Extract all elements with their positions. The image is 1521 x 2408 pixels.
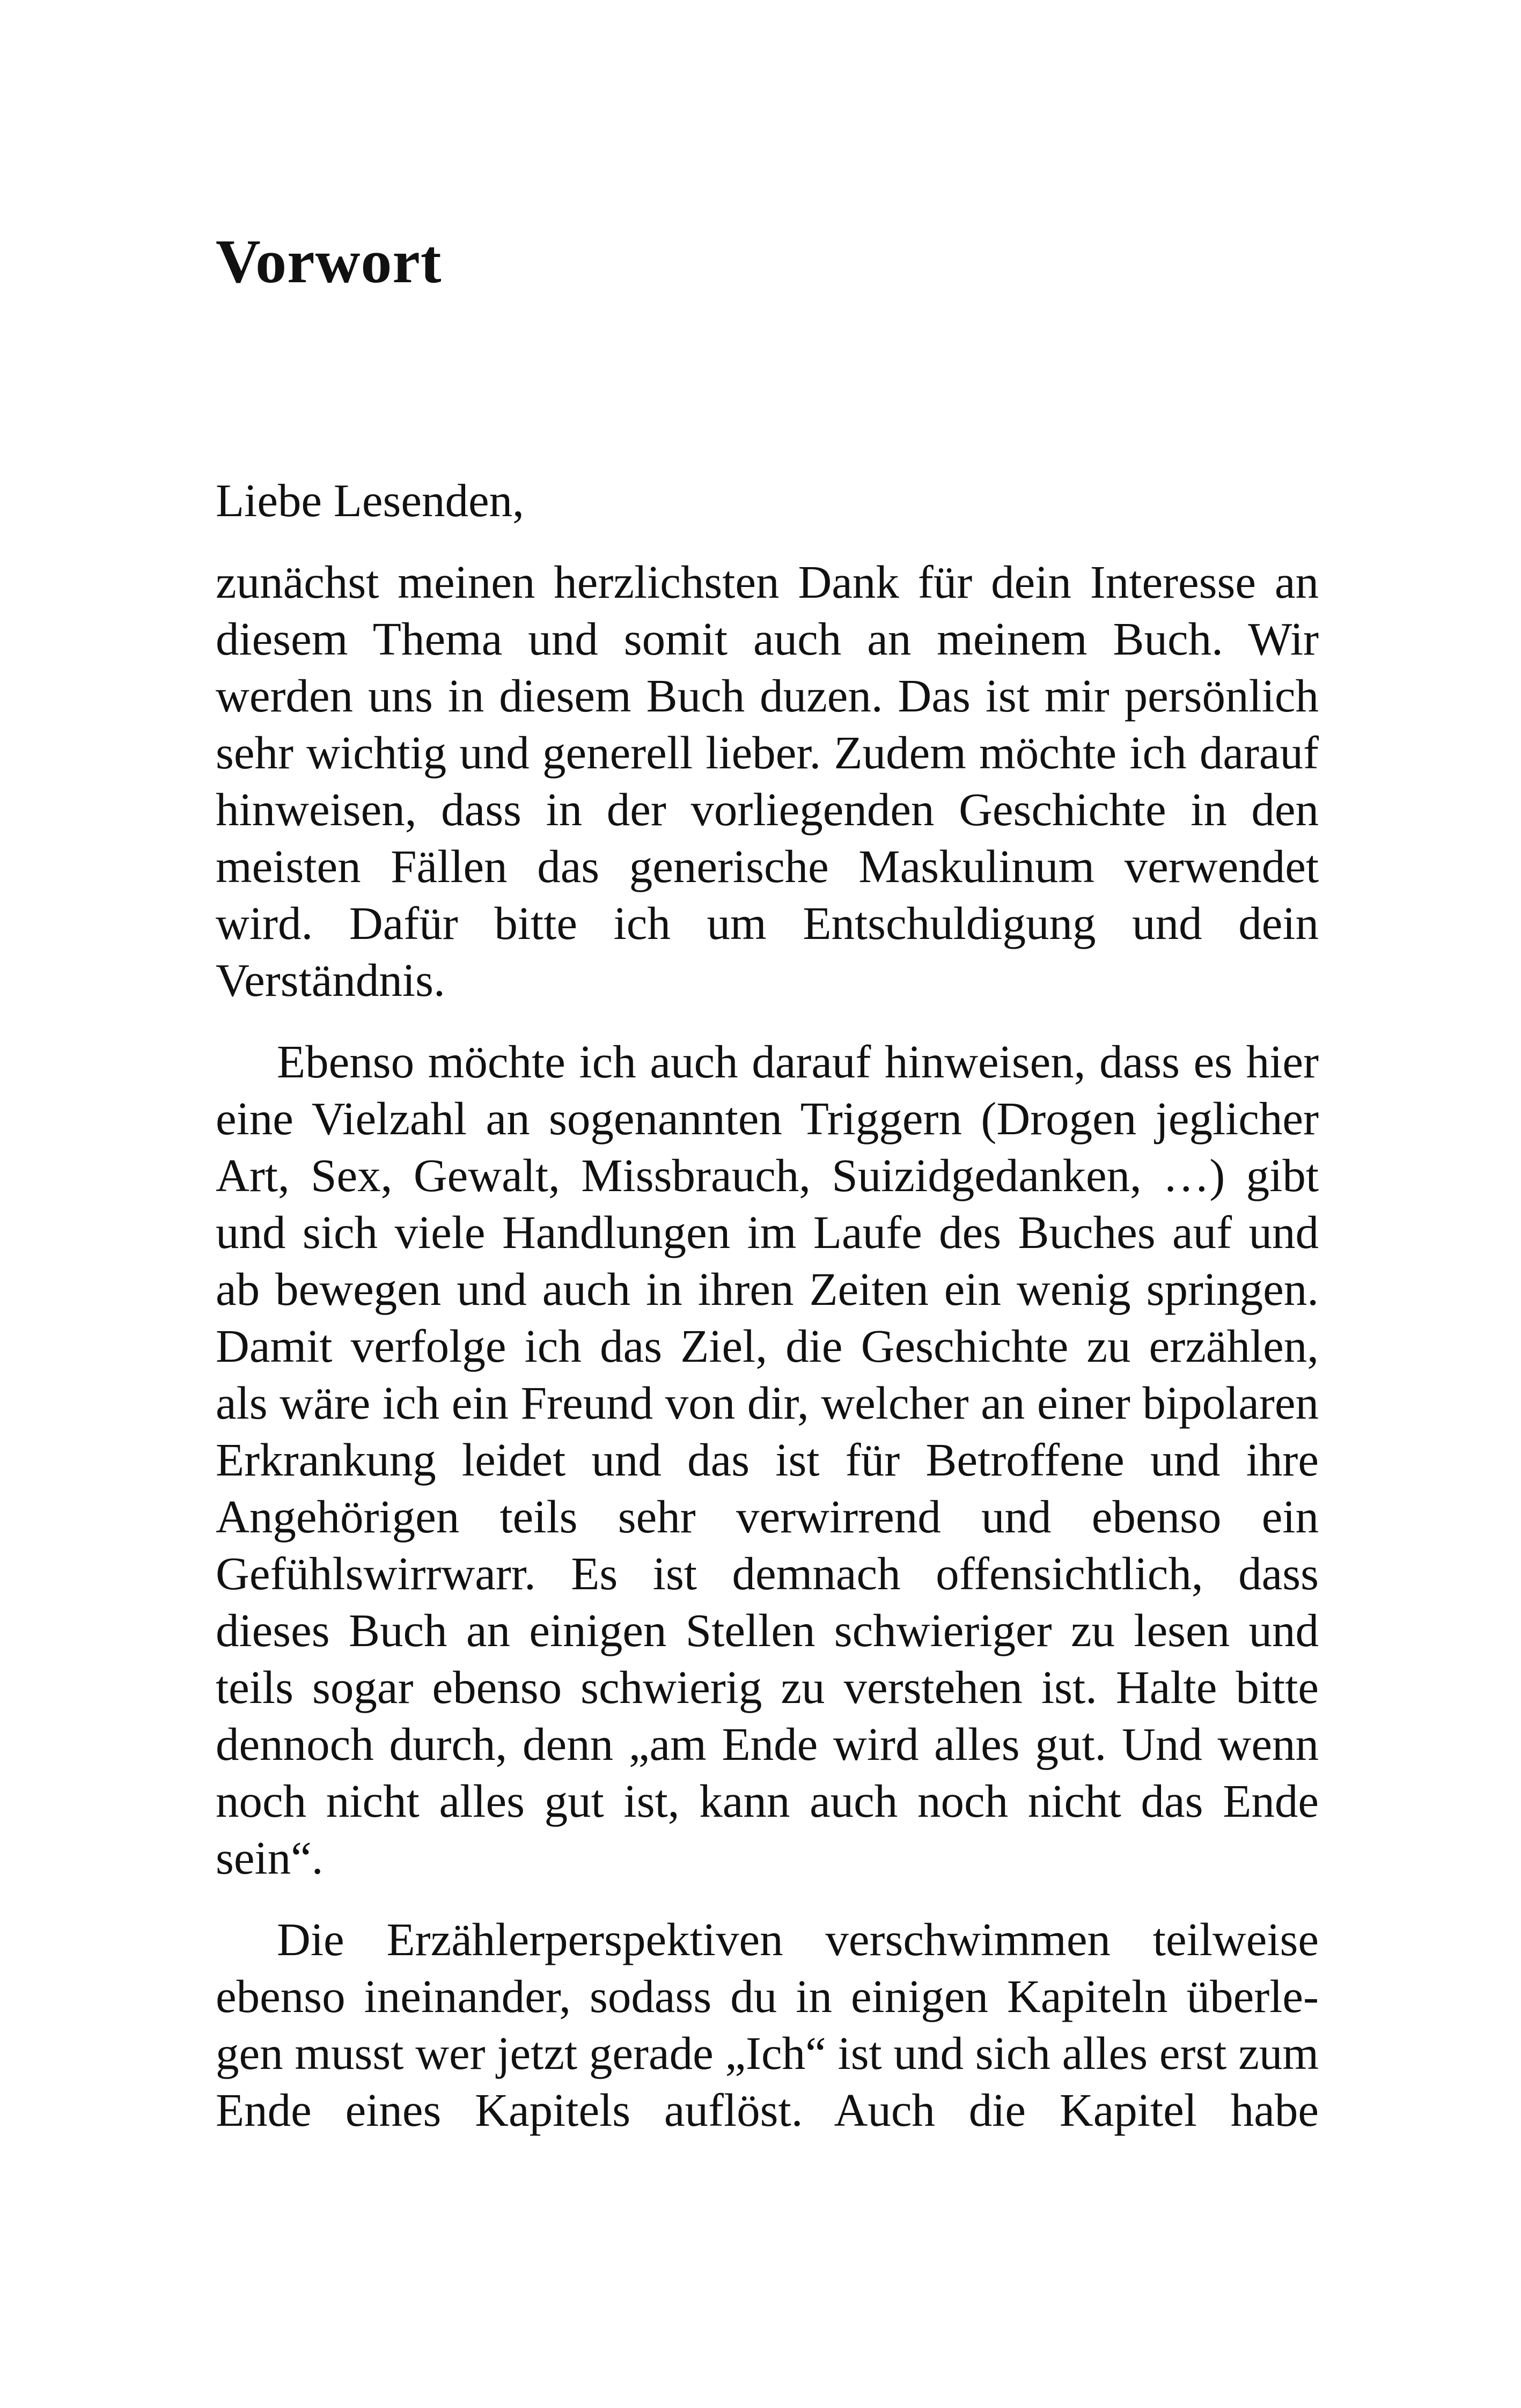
paragraph-3: Die Erzählerperspektiven verschwimmen teilweise ebenso ineinander, sodass du in einigen Kapiteln überlegen musst wer jetzt gerade „Ich“ ist und sich alles erst zum Ende eines Kapitels auflöst. Auch die Kapitel habe [216,1913,1319,2136]
chapter-heading: Vorwort [216,227,442,296]
paragraph-1: zunächst meinen herzlichsten Dank für dein Interesse an diesem Thema und somit auch an meinem Buch. Wir werden uns in diesem Buch duzen. Das ist mir persönlich sehr wichtig und generell lieber. Zudem möchte ich darauf hinweisen, dass in der vorliegenden Geschichte in den meisten Fällen das generische Maskulinum verwendet wird. Dafür bitte ich um Entschuldigung und dein Verständnis. [216,556,1319,1006]
paragraph-2: Ebenso möchte ich auch darauf hinweisen, dass es hier eine Vielzahl an sogenannten Triggern (Drogen jeglicher Art, Sex, Gewalt, Missbrauch, Suizidgedanken, …) gibt und sich viele Handlungen im Laufe des Buches auf und ab bewegen und auch in ihren Zeiten ein wenig springen. Damit verfolge ich das Ziel, die Geschichte zu erzählen, als wäre ich ein Freund von dir, welcher an einer bipolaren Erkrankung leidet und das ist für Betroffene und ihre Angehörigen teils sehr verwirrend und ebenso ein Gefühlswirrwarr. Es ist demnach offensichtlich, dass dieses Buch an einigen Stellen schwieriger zu lesen und teils sogar ebenso schwierig zu verstehen ist. Halte bitte dennoch durch, denn „am Ende wird alles gut. Und wenn noch nicht alles gut ist, kann auch noch nicht das Ende sein“. [216,1036,1319,1884]
body-text [216,472,1319,2139]
salutation: Liebe Lesenden, [216,474,524,526]
